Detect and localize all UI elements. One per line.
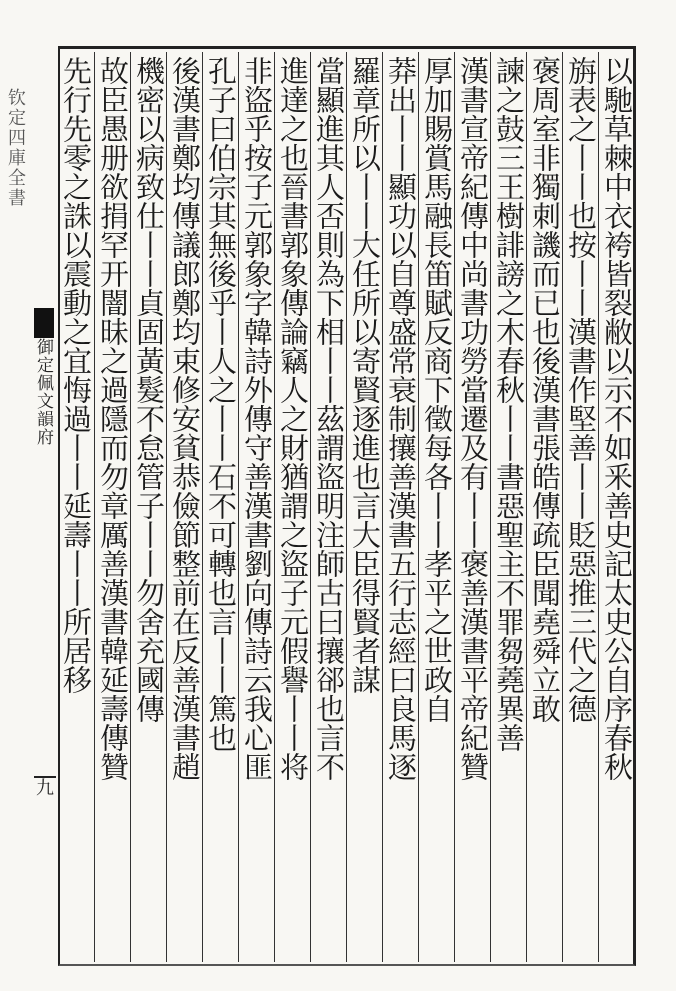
- text-column: [58, 52, 94, 962]
- column-text: 漢書宣帝紀傳中尚書功勞當遷及有丨丨褒善漢書平帝紀贊: [456, 56, 490, 781]
- text-column: [382, 52, 418, 962]
- text-column: [94, 52, 130, 962]
- text-column: [454, 52, 490, 962]
- text-column: [238, 52, 274, 962]
- column-text: 機密以病致仕丨丨貞固黃髮不怠管子丨丨勿舍充國傳: [132, 56, 166, 723]
- text-column: [274, 52, 310, 962]
- column-text: 進達之也晉書郭象傳論竊人之財猶謂之盜子元假譽丨丨将: [276, 56, 310, 781]
- page-number: 九: [34, 776, 56, 808]
- column-text: 故臣愚册欲捐罕开闇昧之過隱而勿章厲善漢書韓延壽傳贊: [96, 56, 130, 781]
- text-column: [490, 52, 526, 962]
- text-column: [346, 52, 382, 962]
- column-text: 諫之鼓三王樹誹謗之木春秋丨丨書惡聖主不罪芻蕘異善: [492, 56, 526, 752]
- text-column: [598, 52, 634, 962]
- text-column: [562, 52, 598, 962]
- text-column: [526, 52, 562, 962]
- text-column: [166, 52, 202, 962]
- book-title: 御定佩文韻府: [33, 338, 53, 446]
- column-text: 褒周室非獨刺譏而已也後漢書張皓傳疏臣聞堯舜立敢: [528, 56, 562, 723]
- column-text: 後漢書鄭均傳議郎鄭均束修安貧恭儉節整前在反善漢書趙: [168, 56, 202, 781]
- column-text: 當顯進其人否則為下相丨丨茲謂盜明注師古曰攘郤也言不: [312, 56, 346, 781]
- fishtail-mark: [34, 308, 54, 338]
- column-text: 非盜乎按子元郭象字韓詩外傳守善漢書劉向傳詩云我心匪: [240, 56, 274, 781]
- text-column: [202, 52, 238, 962]
- page-margin: [0, 40, 34, 970]
- column-text: 羅章所以丨丨大任所以寄賢逐進也言大臣得賢者謀: [348, 56, 382, 694]
- column-text: 先行先零之誅以震動之宜悔過丨丨延壽丨丨所居移: [59, 56, 93, 694]
- column-text: 莽出丨丨顯功以自尊盛常衰制攘善漢書五行志經曰良馬逐: [384, 56, 418, 781]
- column-text: 厚加賜賞馬融長笛賦反商下徵每各丨丨孝平之世政自: [420, 56, 454, 723]
- text-column: [418, 52, 454, 962]
- text-column: [130, 52, 166, 962]
- margin-top-label: 钦定四庫全書: [5, 88, 26, 208]
- column-text: 孔子曰伯宗其無後乎丨人之丨丨石不可轉也言丨丨篤也: [204, 56, 238, 752]
- column-text: 以馳草棘中衣袴皆裂敝以示不如釆善史記太史公自序春秋: [600, 56, 634, 781]
- column-text: 旃表之丨丨也按丨丨漢書作堅善丨丨貶惡推三代之德: [564, 56, 598, 723]
- text-column: [310, 52, 346, 962]
